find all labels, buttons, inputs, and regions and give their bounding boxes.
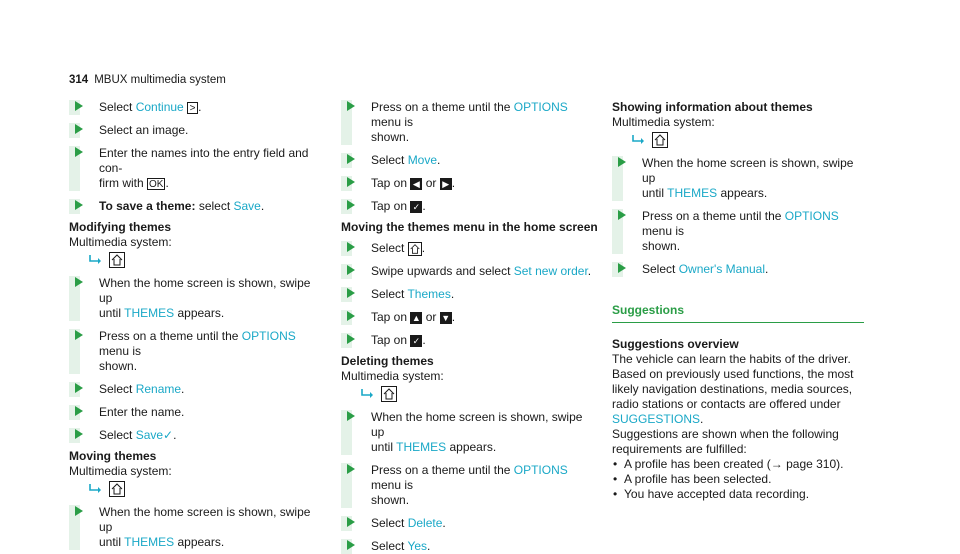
step: Select Continue > . [69, 100, 327, 115]
step: When the home screen is shown, swipe up until THEMES appears. [341, 410, 599, 455]
step: Tap on ✓ . [341, 199, 599, 214]
menu-path-label: Multimedia system: [69, 464, 172, 478]
play-triangle-icon [618, 263, 626, 273]
step: To save a theme: select Save. [69, 199, 327, 214]
section-heading: Suggestions overview [612, 337, 739, 351]
right-key-icon: ▶ [440, 178, 452, 190]
home-icon [109, 252, 125, 268]
home-icon [652, 132, 668, 148]
menu-path [69, 250, 327, 270]
home-icon [109, 481, 125, 497]
menu-path-label: Multimedia system: [341, 369, 444, 383]
menu-path [69, 479, 327, 499]
step: Select Save✓. [69, 428, 327, 443]
page-header [69, 73, 226, 88]
up-key-icon: ▲ [411, 312, 421, 323]
play-triangle-icon [347, 540, 355, 550]
chevron-right-icon: > [187, 102, 198, 114]
arrow-turn-icon [89, 253, 103, 267]
step: Select Themes. [341, 287, 599, 302]
page-number: 314 [69, 74, 89, 86]
arrow-turn-icon [89, 482, 103, 496]
play-triangle-icon [75, 124, 83, 134]
home-icon [381, 386, 397, 402]
step: Press on a theme until the OPTIONS menu is shown. [341, 100, 599, 145]
step: Press on a theme until the OPTIONS menu is shown. [341, 463, 599, 508]
list-item: • You have accepted data recording. [612, 487, 870, 502]
play-triangle-icon [347, 200, 355, 210]
step: Select an image. [69, 123, 327, 138]
play-triangle-icon [75, 330, 83, 340]
play-triangle-icon [618, 157, 626, 167]
play-triangle-icon [347, 464, 355, 474]
section-heading: Modifying themes [69, 220, 172, 234]
step: Select Yes. [341, 539, 599, 554]
step: Enter the name. [69, 405, 327, 420]
step: Tap on ▲ or ▼ . [341, 310, 599, 325]
step: When the home screen is shown, swipe up until THEMES appears. [69, 505, 327, 550]
arrow-turn-icon [632, 133, 646, 147]
play-triangle-icon [75, 277, 83, 287]
list-item: • A profile has been selected. [612, 472, 870, 487]
menu-path-label: Multimedia system: [69, 235, 172, 249]
home-icon [408, 242, 422, 256]
play-triangle-icon [75, 101, 83, 111]
play-triangle-icon [75, 429, 83, 439]
play-triangle-icon [75, 200, 83, 210]
step: Select Rename. [69, 382, 327, 397]
section-heading: Deleting themes [341, 354, 434, 368]
section-heading: Showing information about themes [612, 100, 813, 114]
section-heading: Moving the themes menu in the home screen [341, 220, 598, 234]
play-triangle-icon [75, 147, 83, 157]
play-triangle-icon [75, 406, 83, 416]
ok-key-icon: OK [149, 178, 164, 190]
play-triangle-icon [618, 210, 626, 220]
step: Press on a theme until the OPTIONS menu is shown. [612, 209, 870, 254]
play-triangle-icon [347, 265, 355, 275]
keyword: Continue [135, 100, 184, 114]
play-triangle-icon [347, 177, 355, 187]
section-heading: Moving themes [69, 449, 157, 463]
play-triangle-icon [75, 383, 83, 393]
step: Select Move. [341, 153, 599, 168]
step: Select Delete. [341, 516, 599, 531]
checkmark-icon: ✓ [163, 428, 174, 442]
menu-path-label: Multimedia system: [612, 115, 715, 129]
step: Select . [341, 241, 599, 256]
play-triangle-icon [347, 517, 355, 527]
column-1 [69, 100, 327, 550]
confirm-key-icon: ✓ [410, 335, 422, 347]
step: Enter the names into the entry field and con- firm with OK . [69, 146, 327, 191]
down-key-icon: ▼ [441, 312, 451, 323]
column-2 [341, 100, 599, 554]
column-3: Showing information about themes Multimedia system: When the home screen is shown, swipe up until THEMES appears. Press on a theme until the OPTIONS menu is shown. Select Owner's Manual. Suggestions Suggestions overview The vehicle can learn the habits of the driver. Based on previously used functions, the most likely navigation destinations, media sources, radio stations or contacts are offered under SUGGESTIONS. Suggestions are shown when the following requirements are fulfilled: • A profile has been created (→ page 310). • A profile has been selected. • You have accepted data recording. [612, 100, 870, 502]
step: Tap on ◀ or ▶ . [341, 176, 599, 191]
step: Swipe upwards and select Set new order. [341, 264, 599, 279]
play-triangle-icon [347, 334, 355, 344]
page-header-title: MBUX multimedia system [94, 74, 226, 86]
step: When the home screen is shown, swipe up until THEMES appears. [612, 156, 870, 201]
step: Select Owner's Manual. [612, 262, 870, 277]
play-triangle-icon [347, 101, 355, 111]
play-triangle-icon [347, 242, 355, 252]
play-triangle-icon [347, 311, 355, 321]
menu-path [612, 130, 870, 150]
suggestions-section-title: Suggestions [612, 303, 864, 323]
step: When the home screen is shown, swipe up until THEMES appears. [69, 276, 327, 321]
play-triangle-icon [347, 288, 355, 298]
confirm-key-icon: ✓ [410, 201, 422, 213]
play-triangle-icon [347, 411, 355, 421]
menu-path [341, 384, 599, 404]
list-item: • A profile has been created (→ page 310). [612, 457, 870, 472]
left-key-icon: ◀ [410, 178, 422, 190]
step: Press on a theme until the OPTIONS menu is shown. [69, 329, 327, 374]
play-triangle-icon [75, 506, 83, 516]
arrow-turn-icon [361, 387, 375, 401]
step: Tap on ✓ . [341, 333, 599, 348]
play-triangle-icon [347, 154, 355, 164]
